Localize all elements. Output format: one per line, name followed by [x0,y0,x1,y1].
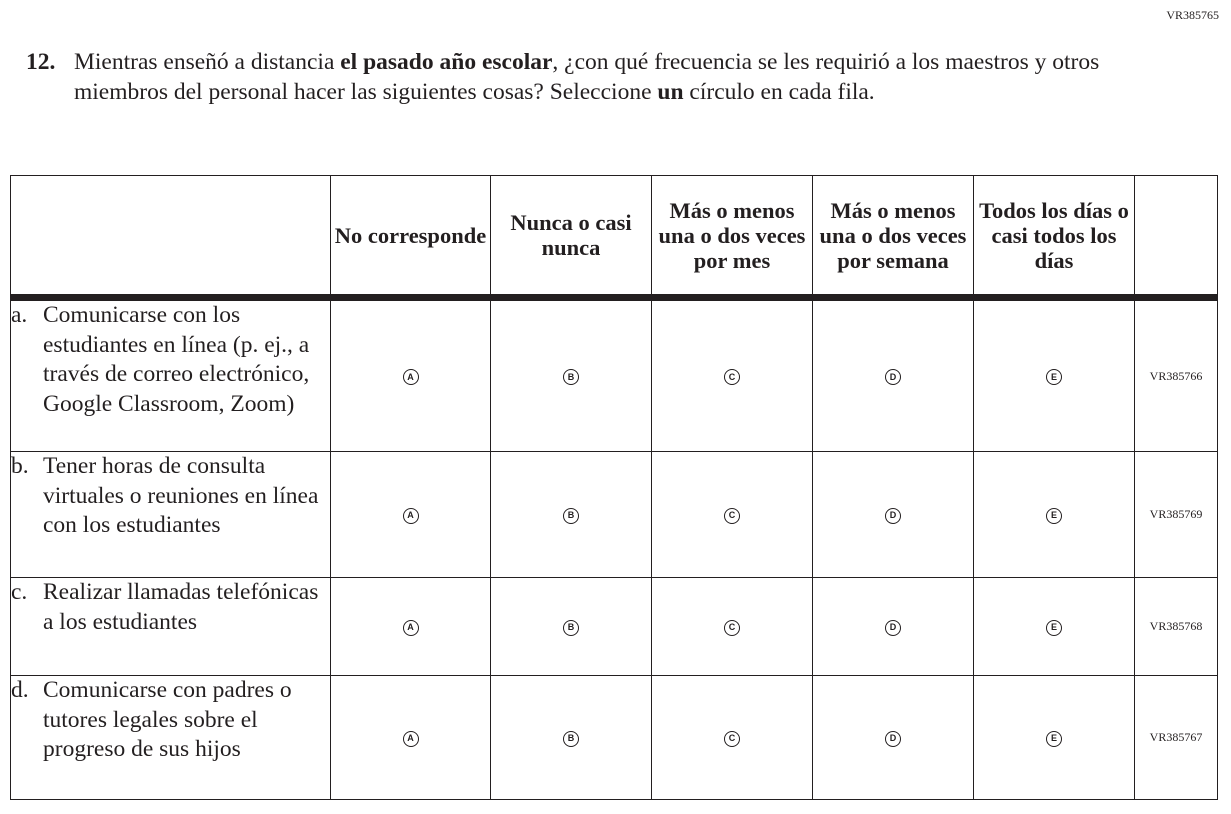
item-letter: c. [11,579,28,605]
item-text: Comunicarse con padres o tutores legales sobre el progreso de sus hijos [43,677,292,762]
item-letter: d. [11,677,29,703]
table-row [11,578,1218,676]
item-cell [11,298,331,452]
column-header-por-mes: Más o menos una o dos veces por mes [652,176,813,298]
response-grid [10,175,1218,800]
item-letter: a. [11,302,28,328]
grid-header-row [11,176,1218,298]
answer-bubble-b[interactable]: B [563,508,579,524]
table-row [11,676,1218,800]
answer-bubble-b[interactable]: B [563,369,579,385]
answer-bubble-b[interactable]: B [563,620,579,636]
question-number: 12. [26,49,56,75]
answer-bubble-c[interactable]: C [724,369,740,385]
item-text: Comunicarse con los estudiantes en línea (p. ej., a través de correo electrónico, Google Classroom, Zoom) [43,302,310,417]
answer-bubble-c[interactable]: C [724,508,740,524]
column-header-todos-los-dias: Todos los días o casi todos los días [974,176,1135,298]
column-header-nunca: Nunca o casi nunca [491,176,652,298]
column-header-por-semana: Más o menos una o dos veces por semana [813,176,974,298]
empty-code-header-cell [1135,176,1218,298]
answer-bubble-c[interactable]: C [724,731,740,747]
answer-bubble-a[interactable]: A [403,731,419,747]
item-code: VR385767 [1135,676,1218,800]
table-row [11,452,1218,578]
question-prompt [26,47,1106,107]
answer-bubble-a[interactable]: A [403,369,419,385]
item-cell [11,452,331,578]
answer-bubble-d[interactable]: D [885,731,901,747]
answer-bubble-d[interactable]: D [885,620,901,636]
item-text: Tener horas de consulta virtuales o reuniones en línea con los estudiantes [43,453,319,538]
question-text: Mientras enseñó a distancia el pasado año escolar, ¿con qué frecuencia se les requirió a los maestros y otros miembros del personal hacer las siguientes cosas? Seleccione un círculo en cada fila. [74,49,1100,105]
answer-bubble-e[interactable]: E [1046,620,1062,636]
item-code: VR385768 [1135,578,1218,676]
item-code: VR385766 [1135,298,1218,452]
table-row [11,298,1218,452]
item-cell [11,676,331,800]
answer-bubble-e[interactable]: E [1046,731,1062,747]
answer-bubble-a[interactable]: A [403,508,419,524]
answer-bubble-b[interactable]: B [563,731,579,747]
item-letter: b. [11,453,29,479]
answer-bubble-c[interactable]: C [724,620,740,636]
answer-bubble-d[interactable]: D [885,369,901,385]
answer-bubble-e[interactable]: E [1046,369,1062,385]
answer-bubble-e[interactable]: E [1046,508,1062,524]
empty-header-cell [11,176,331,298]
answer-bubble-a[interactable]: A [403,620,419,636]
item-text: Realizar llamadas telefónicas a los estudiantes [43,579,319,635]
item-code: VR385769 [1135,452,1218,578]
answer-bubble-d[interactable]: D [885,508,901,524]
item-cell [11,578,331,676]
column-header-no-corresponde: No corresponde [331,176,491,298]
page-code: VR385765 [1166,8,1219,22]
